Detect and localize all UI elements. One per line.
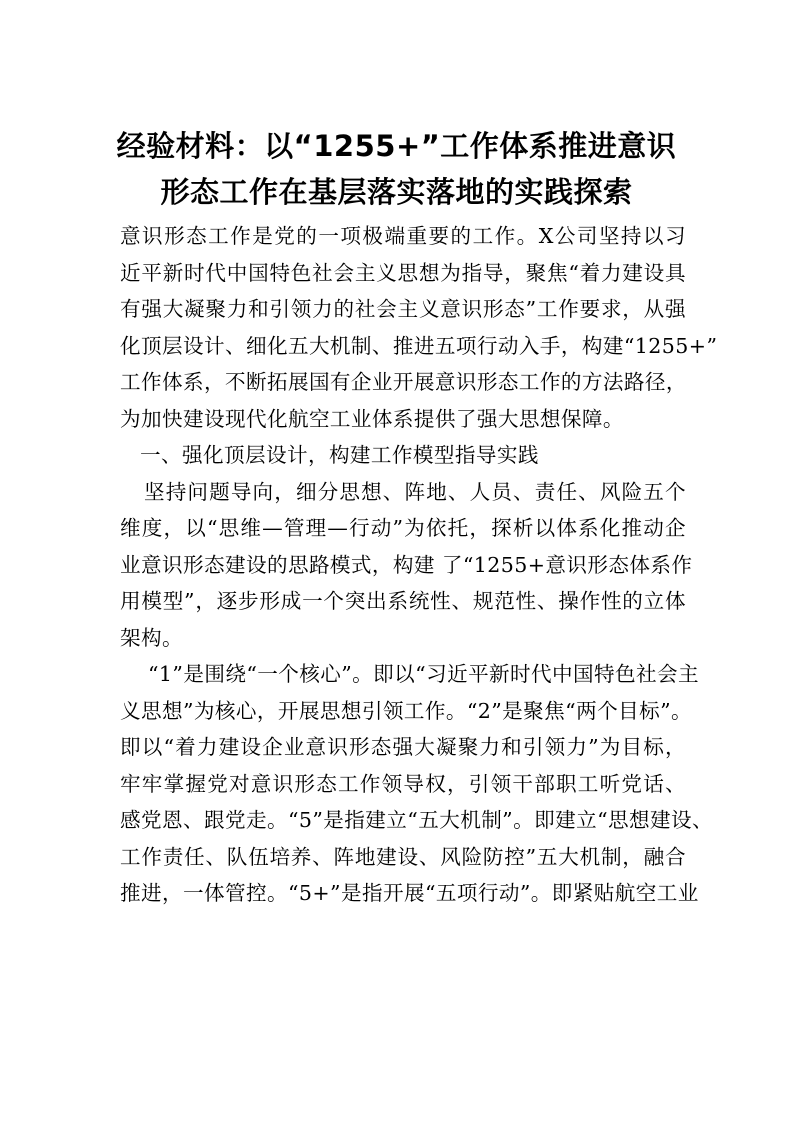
body-line: 业意识形态建设的思路模式，构建 了“1255+意识形态体系作: [120, 552, 693, 577]
body-line: 推进，一体管控。“5+”是指开展“五项行动”。即紧贴航空工业: [120, 881, 699, 905]
body-line: 架构。: [120, 625, 183, 650]
document-body: [120, 218, 718, 912]
body-line: 用模型”，逐步形成一个突出系统性、规范性、操作性的立体: [120, 589, 686, 613]
body-line: 即以“着力建设企业意识形态强大凝聚力和引领力”为目标，: [120, 735, 686, 759]
body-line: 工作体系，不断拓展国有企业开展意识形态工作的方法路径，: [120, 370, 687, 394]
document-title-line-2: 形态工作在基层落实落地的实践探索: [160, 175, 633, 209]
body-line: 坚持问题导向，细分思想、阵地、人员、责任、风险五个: [144, 479, 686, 504]
body-line: 感党恩、跟党走。“5”是指建立“五大机制”。即建立“思想建设、: [120, 808, 713, 832]
body-line: 牢牢掌握党对意识形态工作领导权，引领干部职工听党话、: [120, 771, 686, 796]
body-line: 工作责任、队伍培养、阵地建设、风险防控”五大机制，融合: [120, 844, 686, 869]
body-line: 有强大凝聚力和引领力的社会主义意识形态”工作要求，从强: [120, 297, 686, 321]
body-line: 意识形态工作是党的一项极端重要的工作。X公司坚持以习: [120, 224, 686, 248]
paragraph-intro: [120, 218, 718, 437]
body-line: 义思想”为核心，开展思想引领工作。“2”是聚焦“两个目标”。: [120, 698, 692, 723]
section-heading-1: [120, 437, 686, 474]
body-line: “1”是围绕“一个核心”。即以“习近平新时代中国特色社会主: [148, 662, 699, 686]
body-line: 化顶层设计、细化五大机制、推进五项行动入手，构建“1255+”: [120, 333, 718, 358]
paragraph-problem-orientation: [120, 474, 693, 657]
body-line: 近平新时代中国特色社会主义思想为指导，聚焦“着力建设具: [120, 260, 686, 285]
paragraph-model-explanation: [120, 656, 713, 912]
section-heading-line: 一、强化顶层设计，构建工作模型指导实践: [140, 443, 539, 467]
body-line: 为加快建设现代化航空工业体系提供了强大思想保障。: [120, 406, 624, 431]
document-title-line-1: 经验材料：以“1255+”工作体系推进意识: [116, 129, 677, 163]
body-line: 维度，以“思维—管理—行动”为依托，探析以体系化推动企: [120, 516, 686, 540]
